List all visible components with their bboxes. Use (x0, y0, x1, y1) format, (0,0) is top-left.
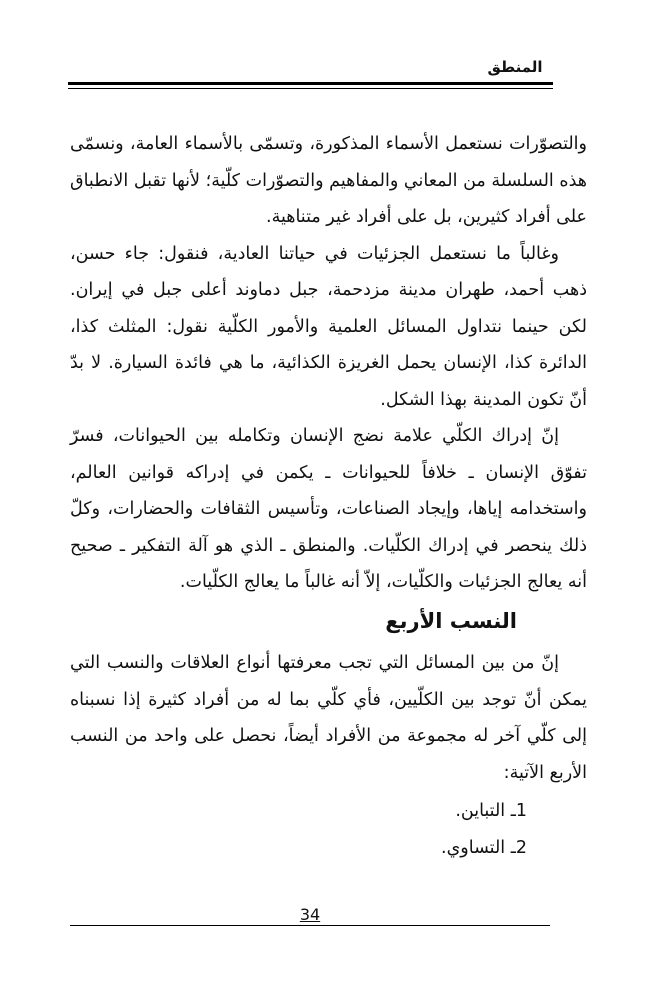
list-item: 2ـ التساوي. (441, 837, 527, 858)
body-text (70, 126, 587, 866)
section-paragraph: إنّ من بين المسائل التي تجب معرفتها أنواع العلاقات والنسب التي يمكن أنّ توجد بين الكلّيين، فأي كلّي بما له من أفراد كثيرة إذا نسبناه إلى كلّي آخر له مجموعة من الأفراد أيضاً، نحصل على واحد من النسب الأربع الآتية: (70, 653, 587, 783)
list-item: 1ـ التباين. (455, 801, 527, 821)
section-heading: النسب الأربع (385, 608, 517, 633)
footer-rule (70, 925, 550, 926)
running-header-title: المنطق (487, 58, 543, 76)
paragraph-universals: إنّ إدراك الكلّي علامة نضج الإنسان وتكامله بين الحيوانات، فسرّ تفوّق الإنسان ـ خلافاً للحيوانات ـ يكمن في إدراكه قوانين العالم، واستخدامه إياها، وإيجاد الصناعات، وتأسيس الثقافات والحضارات، وكلّ ذلك ينحصر في إدراك الكلّيات. والمنطق ـ الذي هو آلة التفكير ـ صحيح أنه يعالج الجزئيات والكلّيات، إلاّ أنه غالباً ما يعالج الكلّيات. (70, 426, 587, 592)
paragraph-continuation: والتصوّرات نستعمل الأسماء المذكورة، وتسمّى بالأسماء العامة، ونسمّى هذه السلسلة من المعاني والمفاهيم والتصوّرات كلّية؛ لأنها تقبل الانطباق على أفراد كثيرين، بل على أفراد غير متناهية. (70, 134, 587, 227)
header-rule-thin (68, 88, 553, 89)
page-number: 34 (299, 905, 321, 924)
paragraph-particulars: وغالباً ما نستعمل الجزئيات في حياتنا العادية، فنقول: جاء حسن، ذهب أحمد، طهران مدينة مزدحمة، جبل دماوند أعلى جبل في إيران. لكن حينما نتداول المسائل العلمية والأمور الكلّية نقول: المثلث كذا، الدائرة كذا، الإنسان يحمل الغريزة الكذائية، ما هي فائدة السيارة. لا بدّ أنّ تكون المدينة بهذا الشكل. (70, 243, 587, 410)
header-rule-thick (68, 82, 553, 85)
relations-list (70, 793, 587, 866)
